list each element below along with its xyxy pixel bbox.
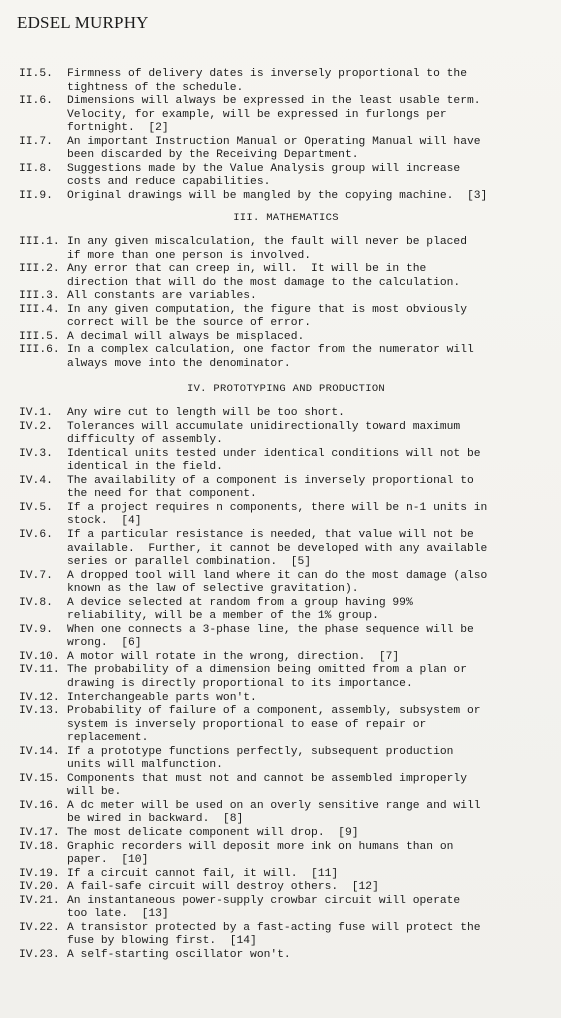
rule-item	[19, 331, 549, 345]
document-body	[19, 68, 549, 962]
rule-number: IV.8.	[19, 596, 53, 609]
rule-text-line: The availability of a component is inversely proportional to	[67, 474, 474, 487]
rule-text-line: replacement.	[67, 732, 149, 745]
rule-text-line: Any error that can creep in, will. It will be in the	[67, 263, 427, 276]
rule-text	[67, 949, 549, 963]
rule-text-line: Suggestions made by the Value Analysis group will increase	[67, 162, 461, 175]
rule-item	[19, 344, 549, 371]
rule-text	[67, 692, 549, 706]
rule-text-line: A dc meter will be used on an overly sensitive range and will	[67, 799, 481, 812]
rule-number: IV.6.	[19, 528, 53, 541]
rule-number: IV.4.	[19, 474, 53, 487]
rule-text-line: If a project requires n components, there will be n-1 units in	[67, 501, 488, 514]
rule-item	[19, 841, 549, 868]
rule-text-line: A motor will rotate in the wrong, direction. [7]	[67, 650, 400, 663]
rule-text	[67, 448, 549, 475]
rule-text-line: A transistor protected by a fast-acting fuse will protect the	[67, 921, 481, 934]
rule-item	[19, 881, 549, 895]
rule-number: IV.22.	[19, 921, 60, 934]
rule-text	[67, 705, 549, 746]
rule-item	[19, 502, 549, 529]
rule-item	[19, 304, 549, 331]
rule-text-line: A device selected at random from a group having 99%	[67, 596, 413, 609]
rule-text-line: If a particular resistance is needed, that value will not be	[67, 528, 474, 541]
rule-text	[67, 664, 549, 691]
rule-text-line: If a prototype functions perfectly, subsequent production	[67, 745, 454, 758]
rule-item	[19, 290, 549, 304]
rule-number: IV.17.	[19, 826, 60, 839]
rule-text-line: Interchangeable parts won't.	[67, 691, 257, 704]
rule-text-line: The most delicate component will drop. [9]	[67, 826, 359, 839]
rule-text-line: wrong. [6]	[67, 637, 142, 650]
rule-number: III.3.	[19, 290, 60, 303]
rule-text	[67, 841, 549, 868]
rule-text	[67, 570, 549, 597]
rule-number: III.4.	[19, 303, 60, 316]
rule-item	[19, 949, 549, 963]
rule-text-line: Graphic recorders will deposit more ink on humans than on	[67, 840, 454, 853]
rule-text	[67, 190, 549, 204]
rule-number: III.2.	[19, 263, 60, 276]
rule-item	[19, 624, 549, 651]
rule-text-line: Velocity, for example, will be expressed in furlongs per	[67, 108, 447, 121]
rule-item	[19, 597, 549, 624]
rule-text	[67, 881, 549, 895]
rule-text-line: The probability of a dimension being omitted from a plan or	[67, 664, 467, 677]
rule-text	[67, 922, 549, 949]
rule-text	[67, 895, 549, 922]
rule-item	[19, 664, 549, 691]
rule-text-line: In any given computation, the figure that is most obviously	[67, 303, 467, 316]
rule-text-line: reliability, will be a member of the 1% group.	[67, 610, 379, 623]
rule-number: IV.1.	[19, 407, 53, 420]
rule-text	[67, 651, 549, 665]
rule-text-line: A decimal will always be misplaced.	[67, 330, 305, 343]
rule-text-line: A self-starting oscillator won't.	[67, 948, 291, 961]
rule-text-line: fortnight. [2]	[67, 122, 169, 135]
rule-text-line: A fail-safe circuit will destroy others. [12]	[67, 881, 379, 894]
rule-text	[67, 624, 549, 651]
rule-text-line: stock. [4]	[67, 515, 142, 528]
rule-text-line: costs and reduce capabilities.	[67, 176, 271, 189]
rule-text-line: direction that will do the most damage to the calculation.	[67, 276, 461, 289]
rule-item	[19, 868, 549, 882]
rule-text	[67, 344, 549, 371]
rule-item	[19, 692, 549, 706]
rule-text	[67, 236, 549, 263]
rule-text-line: difficulty of assembly.	[67, 434, 223, 447]
rule-text	[67, 95, 549, 136]
rule-text	[67, 136, 549, 163]
rule-text-line: series or parallel combination. [5]	[67, 556, 312, 569]
rule-text-line: Tolerances will accumulate unidirectionally toward maximum	[67, 420, 461, 433]
rule-number: II.8.	[19, 162, 53, 175]
section-heading: IV. PROTOTYPING AND PRODUCTION	[186, 383, 386, 396]
rule-text-line: In any given miscalculation, the fault will never be placed	[67, 236, 467, 249]
rule-text-line: Any wire cut to length will be too short.	[67, 407, 345, 420]
rule-item	[19, 827, 549, 841]
rule-text-line: always move into the denominator.	[67, 357, 291, 370]
rule-item	[19, 746, 549, 773]
rule-number: III.6.	[19, 344, 60, 357]
rule-number: II.9.	[19, 189, 53, 202]
rule-item	[19, 407, 549, 421]
rule-item	[19, 895, 549, 922]
rule-text-line: too late. [13]	[67, 908, 169, 921]
rule-text	[67, 529, 549, 570]
rule-item	[19, 651, 549, 665]
rule-number: IV.18.	[19, 840, 60, 853]
rule-item	[19, 68, 549, 95]
rule-text	[67, 827, 549, 841]
rule-text-line: system is inversely proportional to ease of repair or	[67, 718, 427, 731]
rule-text	[67, 746, 549, 773]
rule-item	[19, 190, 549, 204]
rule-item	[19, 136, 549, 163]
rule-text	[67, 773, 549, 800]
rule-item	[19, 236, 549, 263]
rule-text	[67, 290, 549, 304]
rule-text	[67, 475, 549, 502]
rule-number: IV.5.	[19, 501, 53, 514]
rule-number: IV.15.	[19, 772, 60, 785]
rule-number: II.7.	[19, 135, 53, 148]
rule-number: IV.23.	[19, 948, 60, 961]
rule-text	[67, 263, 549, 290]
rule-text-line: units will malfunction.	[67, 759, 223, 772]
rule-text-line: If a circuit cannot fail, it will. [11]	[67, 867, 339, 880]
rule-text-line: An important Instruction Manual or Operating Manual will have	[67, 135, 481, 148]
rule-text-line: fuse by blowing first. [14]	[67, 935, 257, 948]
rule-text-line: When one connects a 3-phase line, the phase sequence will be	[67, 623, 474, 636]
rule-number: IV.7.	[19, 569, 53, 582]
rule-number: IV.20.	[19, 881, 60, 894]
rule-number: IV.2.	[19, 420, 53, 433]
rule-text-line: An instantaneous power-supply crowbar circuit will operate	[67, 894, 461, 907]
rule-text	[67, 868, 549, 882]
rule-number: IV.11.	[19, 664, 60, 677]
rule-text-line: A dropped tool will land where it can do the most damage (also	[67, 569, 488, 582]
rule-text-line: Firmness of delivery dates is inversely proportional to the	[67, 68, 467, 80]
rule-text-line: tightness of the schedule.	[67, 81, 244, 94]
rule-text	[67, 800, 549, 827]
rule-item	[19, 773, 549, 800]
rule-text-line: All constants are variables.	[67, 290, 257, 303]
rule-number: IV.19.	[19, 867, 60, 880]
rule-item	[19, 263, 549, 290]
rule-number: IV.16.	[19, 799, 60, 812]
rule-text	[67, 421, 549, 448]
rule-text	[67, 502, 549, 529]
rule-text-line: Identical units tested under identical conditions will not be	[67, 447, 481, 460]
rule-text-line: paper. [10]	[67, 854, 149, 867]
rule-number: IV.12.	[19, 691, 60, 704]
rule-text-line: Original drawings will be mangled by the copying machine. [3]	[67, 189, 488, 202]
rule-item	[19, 570, 549, 597]
page-header-title: EDSEL MURPHY	[17, 13, 149, 32]
rule-text-line: the need for that component.	[67, 488, 257, 501]
rule-number: IV.10.	[19, 650, 60, 663]
rule-text-line: been discarded by the Receiving Department.	[67, 149, 359, 162]
rule-text	[67, 331, 549, 345]
rule-text-line: be wired in backward. [8]	[67, 813, 244, 826]
rule-text	[67, 597, 549, 624]
rule-text-line: drawing is directly proportional to its importance.	[67, 677, 413, 690]
rule-number: III.5.	[19, 330, 60, 343]
rule-text-line: Probability of failure of a component, assembly, subsystem or	[67, 705, 481, 718]
rule-item	[19, 421, 549, 448]
rule-item	[19, 529, 549, 570]
rule-number: III.1.	[19, 236, 60, 249]
rule-text-line: Components that must not and cannot be assembled improperly	[67, 772, 467, 785]
rule-number: II.6.	[19, 95, 53, 108]
rule-text-line: available. Further, it cannot be developed with any available	[67, 542, 488, 555]
rule-item	[19, 475, 549, 502]
section-heading: III. MATHEMATICS	[233, 212, 339, 225]
rule-text-line: Dimensions will always be expressed in the least usable term.	[67, 95, 481, 108]
rule-text	[67, 304, 549, 331]
rule-text-line: correct will be the source of error.	[67, 317, 312, 330]
rule-item	[19, 163, 549, 190]
rule-number: IV.3.	[19, 447, 53, 460]
rule-text	[67, 407, 549, 421]
rule-text-line: known as the law of selective gravitation).	[67, 583, 359, 596]
rule-item	[19, 95, 549, 136]
rule-text-line: will be.	[67, 786, 122, 799]
rule-item	[19, 448, 549, 475]
rule-item	[19, 705, 549, 746]
rule-text	[67, 68, 549, 95]
rule-number: IV.9.	[19, 623, 53, 636]
rule-number: IV.13.	[19, 705, 60, 718]
rule-item	[19, 922, 549, 949]
rule-text-line: if more than one person is involved.	[67, 249, 312, 262]
rule-number: IV.14.	[19, 745, 60, 758]
rule-text-line: In a complex calculation, one factor from the numerator will	[67, 344, 474, 357]
rule-number: IV.21.	[19, 894, 60, 907]
rule-text-line: identical in the field.	[67, 461, 223, 474]
rule-text	[67, 163, 549, 190]
rule-number: II.5.	[19, 68, 53, 80]
rule-item	[19, 800, 549, 827]
